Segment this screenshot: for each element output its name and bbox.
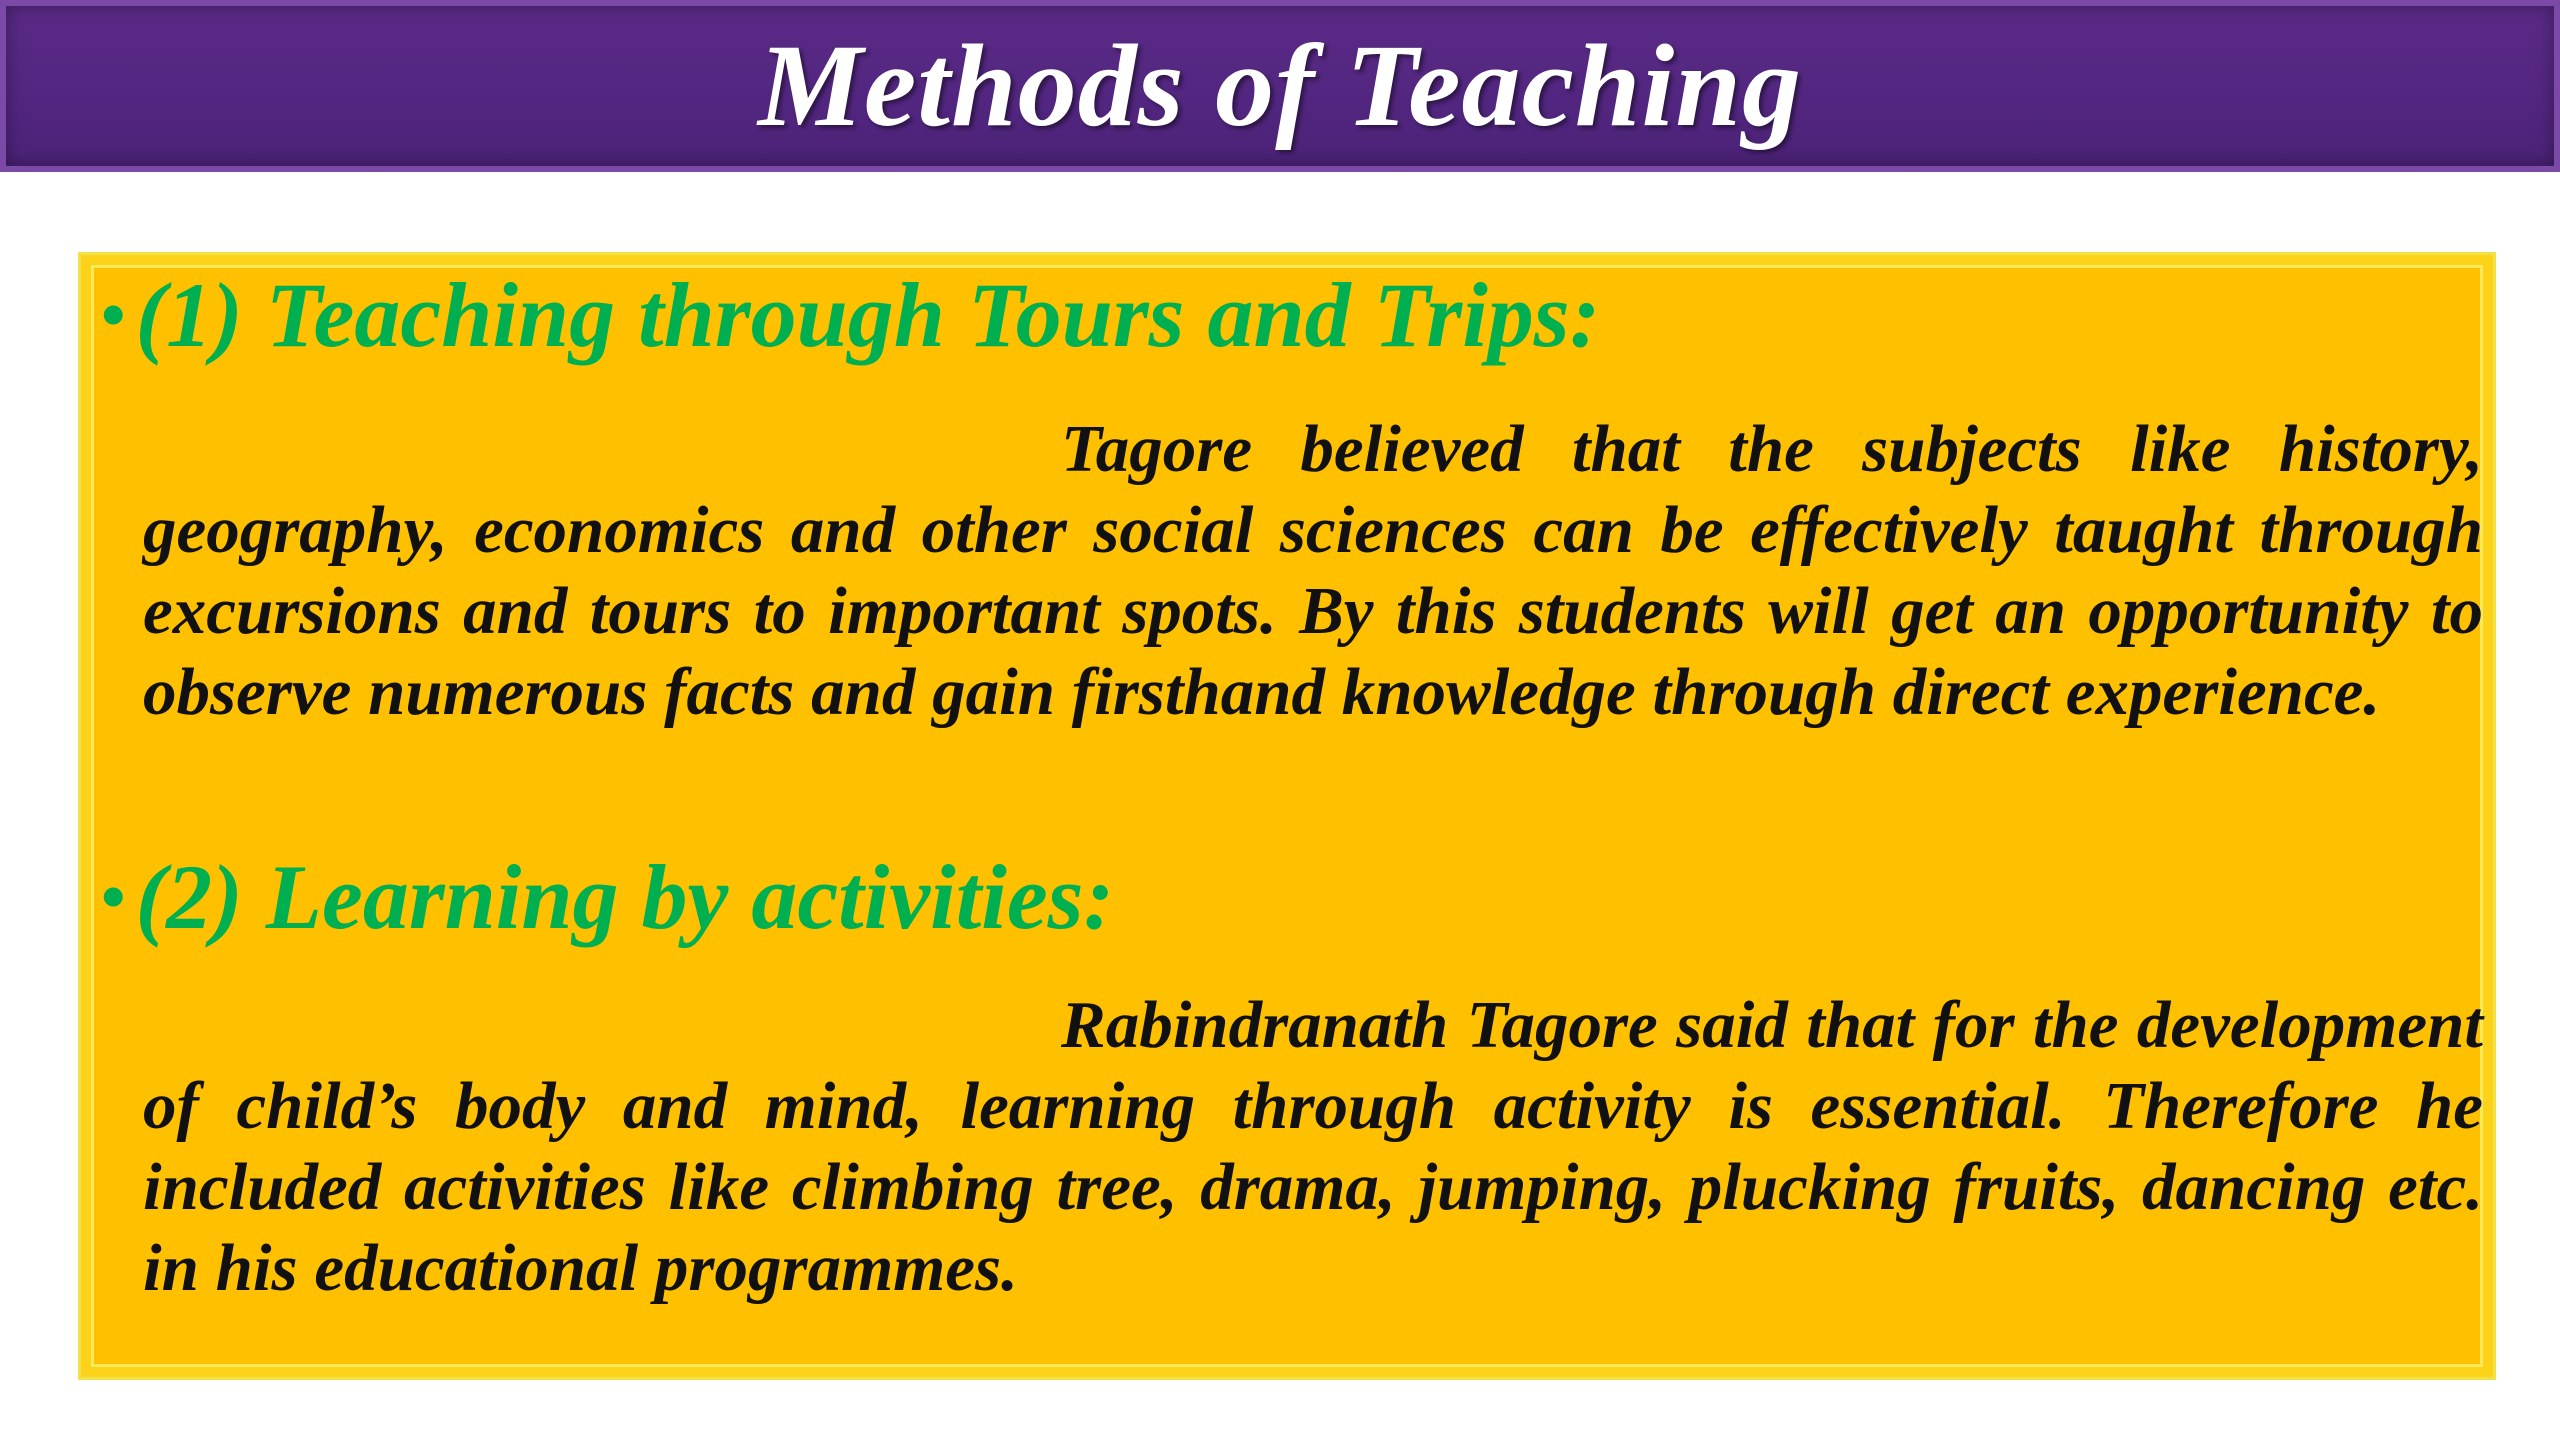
section-body-tours-trips: Tagore believed that the subjects like history, geography, economics and other social sciences can be effectively taught through excursions and tours to important spots. By this students will get an opportunity to observe numerous facts and gain firsthand knowledge through direct experience. (143, 412, 2483, 729)
section-heading-text: (1) Teaching through Tours and Trips: (135, 264, 1601, 366)
section-heading-tours-trips (101, 264, 1601, 366)
slide-title: Methods of Teaching (758, 20, 1802, 151)
section-heading-activities (101, 846, 1115, 948)
bullet-icon: • (101, 859, 126, 936)
content-box (78, 252, 2496, 1380)
section-heading-text: (2) Learning by activities: (135, 846, 1115, 948)
title-bar (0, 0, 2560, 172)
bullet-icon: • (101, 277, 126, 354)
section-body-activities: Rabindranath Tagore said that for the development of child’s body and mind, learning through activity is essential. Therefore he included activities like climbing tree, drama, jumping, plucking fruits, dancing etc. in his educational programmes. (143, 988, 2483, 1305)
